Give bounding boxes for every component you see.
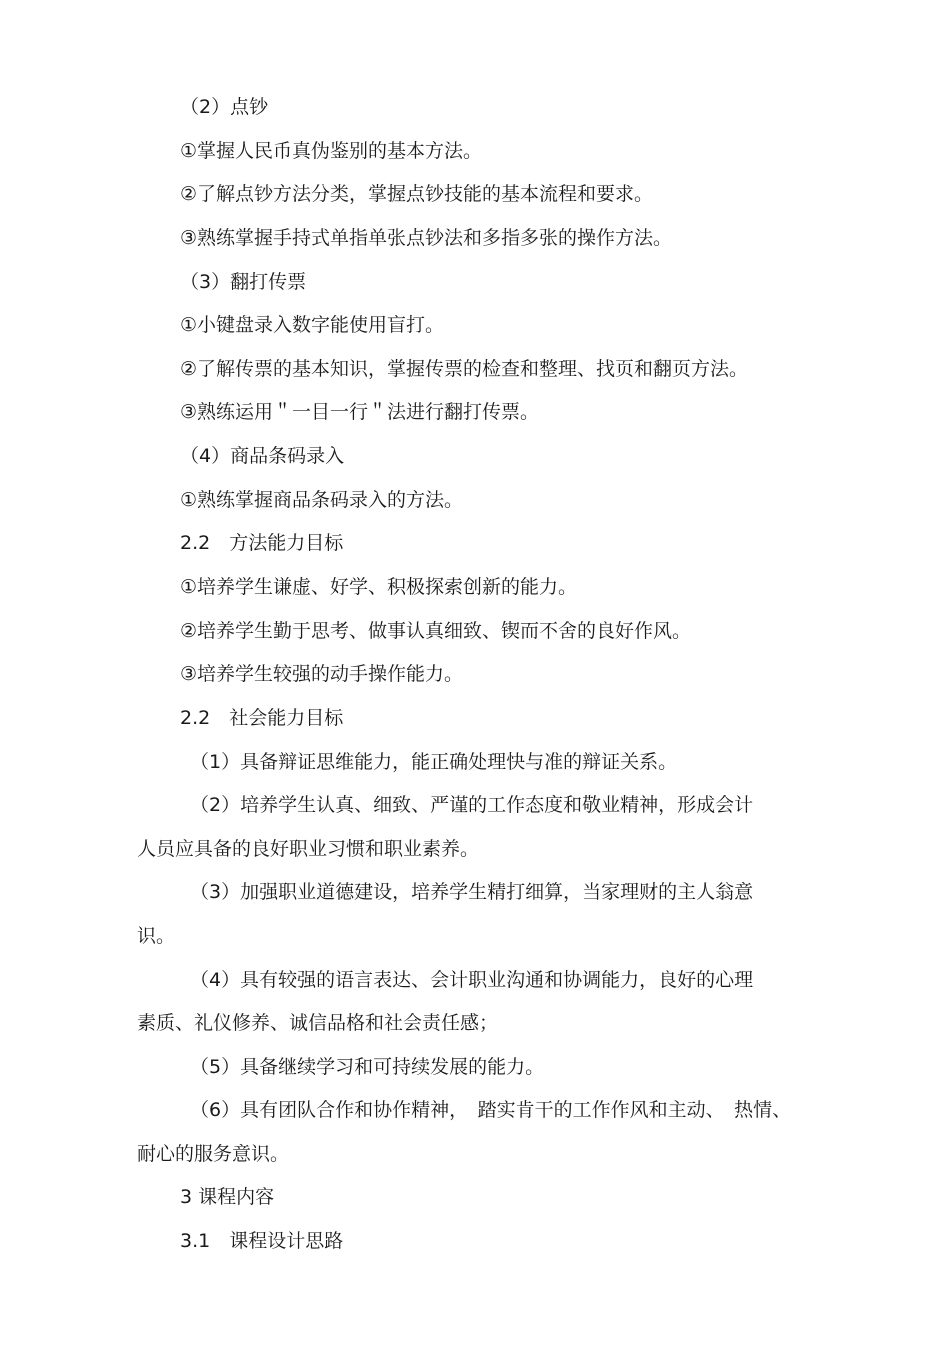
- paragraph-continuation: 素质、礼仪修养、诚信品格和社会责任感；: [137, 1012, 499, 1034]
- heading-barcode-entry: （4）商品条码录入: [180, 445, 345, 467]
- list-item: ②培养学生勤于思考、做事认真细致、锲而不舍的良好作风。: [180, 620, 692, 642]
- section-heading-course-content: 3 课程内容: [180, 1186, 275, 1208]
- list-item: ①培养学生谦虚、好学、积极探索创新的能力。: [180, 576, 578, 598]
- paragraph-continuation: 耐心的服务意识。: [137, 1143, 290, 1165]
- paragraph: （4）具有较强的语言表达、会计职业沟通和协调能力，良好的心理: [190, 969, 754, 991]
- list-item: ③熟练运用＂一目一行＂法进行翻打传票。: [180, 401, 540, 423]
- section-heading-method-ability: 2.2 方法能力目标: [180, 532, 344, 554]
- section-heading-course-design: 3.1 课程设计思路: [180, 1230, 344, 1252]
- list-item: ③熟练掌握手持式单指单张点钞法和多指多张的操作方法。: [180, 227, 673, 249]
- paragraph-continuation: 人员应具备的良好职业习惯和职业素养。: [137, 838, 480, 860]
- section-heading-social-ability: 2.2 社会能力目标: [180, 707, 344, 729]
- list-item: ①小键盘录入数字能使用盲打。: [180, 314, 445, 336]
- paragraph-continuation: 识。: [137, 925, 176, 947]
- list-item: ③培养学生较强的动手操作能力。: [180, 663, 464, 685]
- paragraph: （5）具备继续学习和可持续发展的能力。: [190, 1056, 545, 1078]
- paragraph: （2）培养学生认真、细致、严谨的工作态度和敬业精神，形成会计: [190, 794, 754, 816]
- list-item: ②了解传票的基本知识，掌握传票的检查和整理、找页和翻页方法。: [180, 358, 749, 380]
- paragraph: （3）加强职业道德建设，培养学生精打细算，当家理财的主人翁意: [190, 881, 754, 903]
- list-item: ①熟练掌握商品条码录入的方法。: [180, 489, 464, 511]
- list-item: ①掌握人民币真伪鉴别的基本方法。: [180, 140, 483, 162]
- list-item: ②了解点钞方法分类，掌握点钞技能的基本流程和要求。: [180, 183, 654, 205]
- heading-counting-cash: （2）点钞: [180, 96, 269, 118]
- paragraph: （1）具备辩证思维能力，能正确处理快与准的辩证关系。: [190, 751, 678, 773]
- paragraph: （6）具有团队合作和协作精神， 踏实肯干的工作作风和主动、 热情、: [190, 1099, 792, 1121]
- heading-voucher-flipping: （3）翻打传票: [180, 271, 307, 293]
